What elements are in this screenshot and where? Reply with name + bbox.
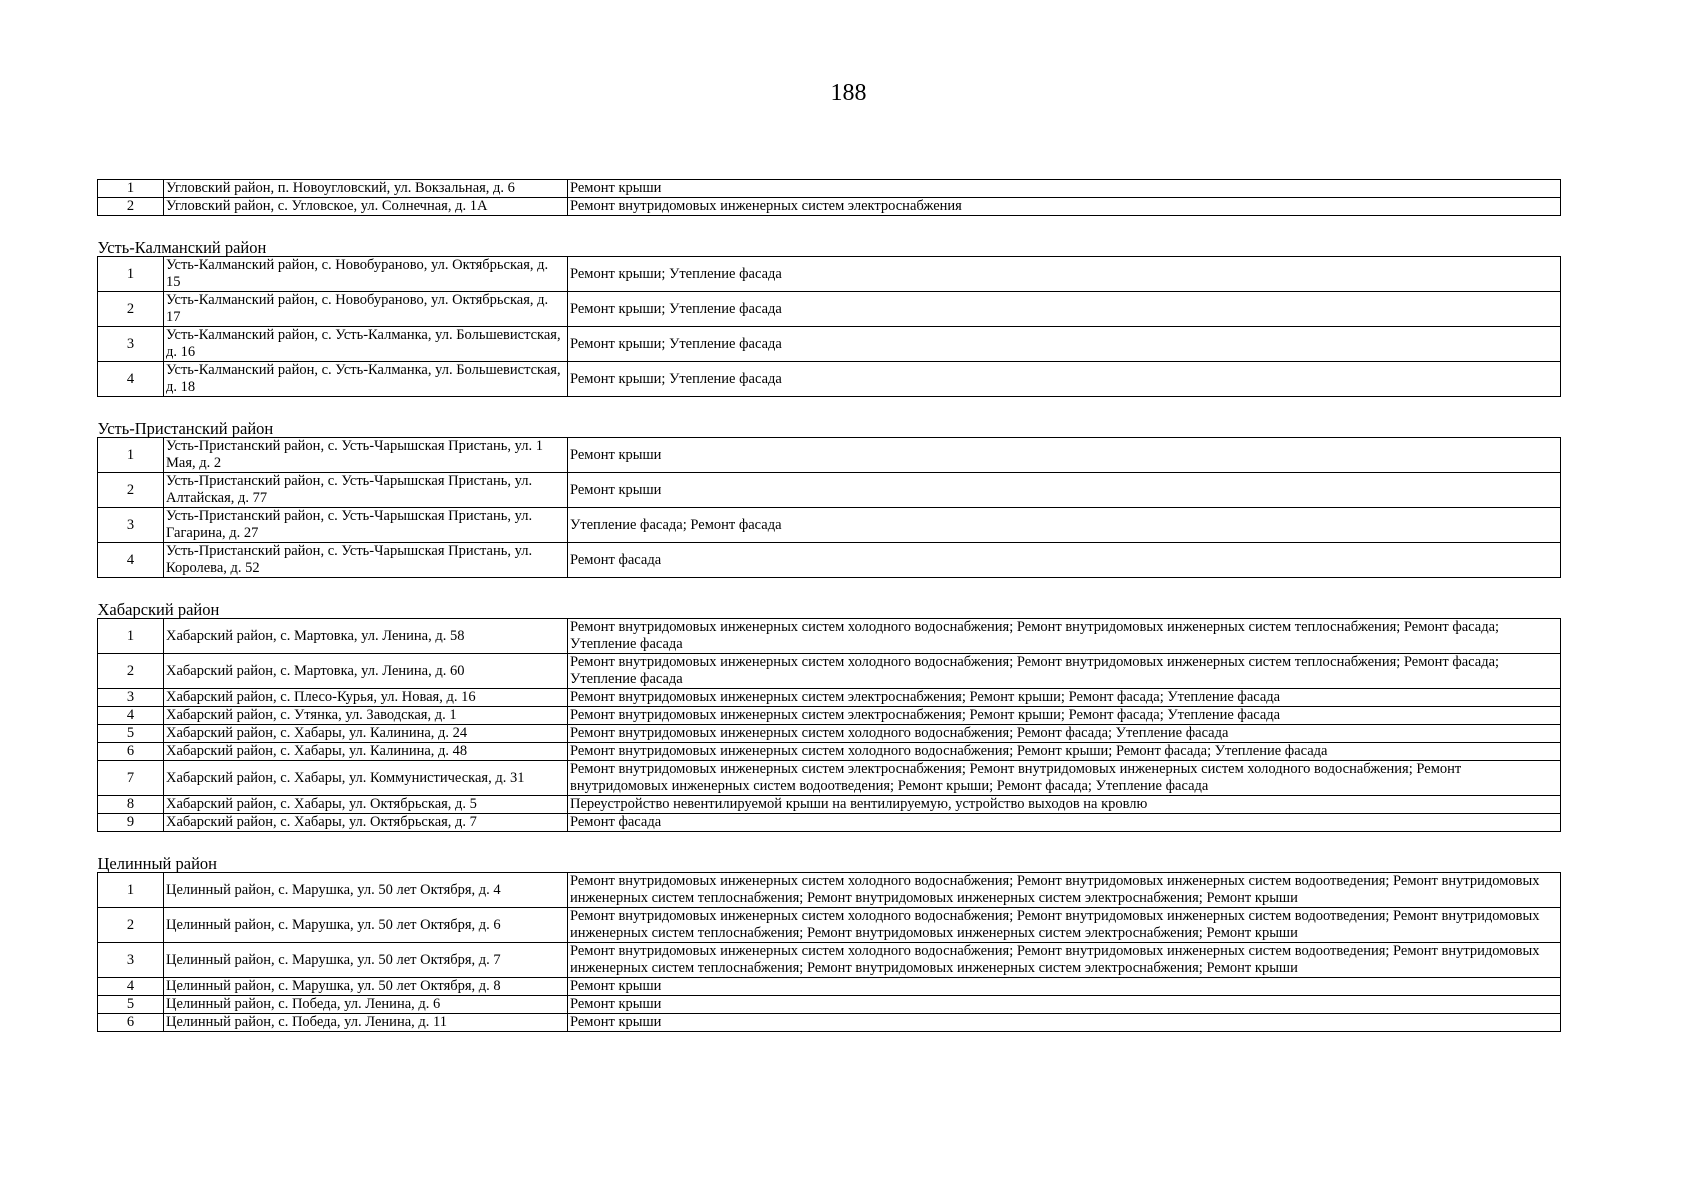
row-address: Хабарский район, с. Мартовка, ул. Ленина, д. 58 xyxy=(164,619,568,654)
table-row xyxy=(98,689,1561,707)
row-number: 2 xyxy=(98,198,164,216)
row-works: Переустройство невентилируемой крыши на вентилируемую, устройство выходов на кровлю xyxy=(568,796,1561,814)
district-header-cell xyxy=(98,397,1561,438)
row-works: Ремонт внутридомовых инженерных систем холодного водоснабжения; Ремонт внутридомовых инженерных систем теплоснабжения; Ремонт фасада; Утепление фасада xyxy=(568,654,1561,689)
row-works: Ремонт крыши xyxy=(568,1014,1561,1032)
row-address: Целинный район, с. Марушка, ул. 50 лет Октября, д. 6 xyxy=(164,908,568,943)
row-number: 4 xyxy=(98,543,164,578)
row-works: Ремонт внутридомовых инженерных систем электроснабжения; Ремонт крыши; Ремонт фасада; Утепление фасада xyxy=(568,689,1561,707)
row-works: Ремонт внутридомовых инженерных систем холодного водоснабжения; Ремонт внутридомовых инженерных систем водоотведения; Ремонт внутридомовых инженерных систем теплоснабжения; Ремонт внутридомовых инженерных систем электроснабжения; Ремонт крыши xyxy=(568,943,1561,978)
row-works: Ремонт крыши; Утепление фасада xyxy=(568,327,1561,362)
row-address: Усть-Пристанский район, с. Усть-Чарышская Пристань, ул. Гагарина, д. 27 xyxy=(164,508,568,543)
row-address: Целинный район, с. Марушка, ул. 50 лет Октября, д. 8 xyxy=(164,978,568,996)
row-works: Ремонт внутридомовых инженерных систем электроснабжения; Ремонт внутридомовых инженерных систем холодного водоснабжения; Ремонт внутридомовых инженерных систем водоотведения; Ремонт крыши; Ремонт фасада; Утепление фасада xyxy=(568,761,1561,796)
row-address: Целинный район, с. Победа, ул. Ленина, д. 11 xyxy=(164,1014,568,1032)
row-works: Ремонт внутридомовых инженерных систем холодного водоснабжения; Ремонт фасада; Утепление фасада xyxy=(568,725,1561,743)
row-address: Угловский район, п. Новоугловский, ул. Вокзальная, д. 6 xyxy=(164,180,568,198)
row-works: Ремонт внутридомовых инженерных систем электроснабжения xyxy=(568,198,1561,216)
row-address: Хабарский район, с. Хабары, ул. Калинина, д. 48 xyxy=(164,743,568,761)
table-row xyxy=(98,707,1561,725)
row-works: Ремонт крыши; Утепление фасада xyxy=(568,257,1561,292)
row-address: Хабарский район, с. Хабары, ул. Октябрьская, д. 7 xyxy=(164,814,568,832)
row-number: 7 xyxy=(98,761,164,796)
table-row xyxy=(98,473,1561,508)
row-number: 9 xyxy=(98,814,164,832)
row-works: Ремонт внутридомовых инженерных систем электроснабжения; Ремонт крыши; Ремонт фасада; Утепление фасада xyxy=(568,707,1561,725)
row-number: 2 xyxy=(98,654,164,689)
row-address: Хабарский район, с. Мартовка, ул. Ленина, д. 60 xyxy=(164,654,568,689)
district-header-row xyxy=(98,397,1561,438)
table-row xyxy=(98,814,1561,832)
row-address: Целинный район, с. Победа, ул. Ленина, д. 6 xyxy=(164,996,568,1014)
district-header-cell xyxy=(98,832,1561,873)
row-number: 6 xyxy=(98,1014,164,1032)
row-address: Хабарский район, с. Утянка, ул. Заводская, д. 1 xyxy=(164,707,568,725)
district-title: Целинный район xyxy=(97,854,217,873)
row-works: Ремонт крыши; Утепление фасада xyxy=(568,362,1561,397)
row-number: 1 xyxy=(98,180,164,198)
row-number: 2 xyxy=(98,473,164,508)
row-number: 3 xyxy=(98,327,164,362)
table-row xyxy=(98,873,1561,908)
table-row xyxy=(98,943,1561,978)
row-address: Хабарский район, с. Хабары, ул. Октябрьская, д. 5 xyxy=(164,796,568,814)
row-number: 4 xyxy=(98,362,164,397)
district-header-row xyxy=(98,216,1561,257)
table-row xyxy=(98,438,1561,473)
row-number: 4 xyxy=(98,707,164,725)
row-number: 3 xyxy=(98,508,164,543)
district-header-cell xyxy=(98,578,1561,619)
table-row xyxy=(98,743,1561,761)
table-row xyxy=(98,978,1561,996)
table-row xyxy=(98,908,1561,943)
row-works: Ремонт внутридомовых инженерных систем холодного водоснабжения; Ремонт внутридомовых инженерных систем теплоснабжения; Ремонт фасада; Утепление фасада xyxy=(568,619,1561,654)
row-address: Хабарский район, с. Плесо-Курья, ул. Новая, д. 16 xyxy=(164,689,568,707)
table-row xyxy=(98,796,1561,814)
table-row xyxy=(98,619,1561,654)
table-row xyxy=(98,292,1561,327)
row-number: 6 xyxy=(98,743,164,761)
district-title: Усть-Пристанский район xyxy=(97,419,274,438)
row-number: 1 xyxy=(98,873,164,908)
row-number: 5 xyxy=(98,996,164,1014)
row-address: Хабарский район, с. Хабары, ул. Калинина, д. 24 xyxy=(164,725,568,743)
row-address: Угловский район, с. Угловское, ул. Солнечная, д. 1А xyxy=(164,198,568,216)
row-address: Усть-Калманский район, с. Усть-Калманка, ул. Большевистская, д. 18 xyxy=(164,362,568,397)
row-works: Ремонт крыши xyxy=(568,978,1561,996)
row-works: Ремонт внутридомовых инженерных систем холодного водоснабжения; Ремонт внутридомовых инженерных систем водоотведения; Ремонт внутридомовых инженерных систем теплоснабжения; Ремонт внутридомовых инженерных систем электроснабжения; Ремонт крыши xyxy=(568,873,1561,908)
district-title: Хабарский район xyxy=(97,600,220,619)
table-row xyxy=(98,996,1561,1014)
row-works: Ремонт фасада xyxy=(568,814,1561,832)
table-body xyxy=(98,180,1561,1032)
row-works: Утепление фасада; Ремонт фасада xyxy=(568,508,1561,543)
table-row xyxy=(98,543,1561,578)
table-row xyxy=(98,654,1561,689)
table-row xyxy=(98,327,1561,362)
district-header-row xyxy=(98,832,1561,873)
row-number: 3 xyxy=(98,689,164,707)
row-works: Ремонт крыши xyxy=(568,438,1561,473)
table-row xyxy=(98,761,1561,796)
row-address: Усть-Калманский район, с. Усть-Калманка, ул. Большевистская, д. 16 xyxy=(164,327,568,362)
row-number: 4 xyxy=(98,978,164,996)
district-title: Усть-Калманский район xyxy=(97,238,267,257)
table-row xyxy=(98,725,1561,743)
table-row xyxy=(98,198,1561,216)
row-works: Ремонт внутридомовых инженерных систем холодного водоснабжения; Ремонт внутридомовых инженерных систем водоотведения; Ремонт внутридомовых инженерных систем теплоснабжения; Ремонт внутридомовых инженерных систем электроснабжения; Ремонт крыши xyxy=(568,908,1561,943)
row-number: 2 xyxy=(98,292,164,327)
row-address: Усть-Калманский район, с. Новобураново, ул. Октябрьская, д. 17 xyxy=(164,292,568,327)
row-number: 8 xyxy=(98,796,164,814)
table-row xyxy=(98,362,1561,397)
row-works: Ремонт крыши xyxy=(568,473,1561,508)
row-address: Хабарский район, с. Хабары, ул. Коммунистическая, д. 31 xyxy=(164,761,568,796)
row-number: 1 xyxy=(98,619,164,654)
row-works: Ремонт внутридомовых инженерных систем холодного водоснабжения; Ремонт крыши; Ремонт фасада; Утепление фасада xyxy=(568,743,1561,761)
district-header-cell xyxy=(98,216,1561,257)
row-number: 5 xyxy=(98,725,164,743)
row-address: Усть-Калманский район, с. Новобураново, ул. Октябрьская, д. 15 xyxy=(164,257,568,292)
table-row xyxy=(98,508,1561,543)
row-address: Целинный район, с. Марушка, ул. 50 лет Октября, д. 4 xyxy=(164,873,568,908)
row-works: Ремонт фасада xyxy=(568,543,1561,578)
row-number: 1 xyxy=(98,257,164,292)
row-number: 3 xyxy=(98,943,164,978)
row-address: Усть-Пристанский район, с. Усть-Чарышская Пристань, ул. Королева, д. 52 xyxy=(164,543,568,578)
row-works: Ремонт крыши xyxy=(568,996,1561,1014)
table-row xyxy=(98,257,1561,292)
row-number: 1 xyxy=(98,438,164,473)
repair-works-table xyxy=(97,179,1561,1032)
district-header-row xyxy=(98,578,1561,619)
row-address: Усть-Пристанский район, с. Усть-Чарышская Пристань, ул. Алтайская, д. 77 xyxy=(164,473,568,508)
row-works: Ремонт крыши xyxy=(568,180,1561,198)
page-number: 188 xyxy=(830,80,867,106)
row-address: Усть-Пристанский район, с. Усть-Чарышская Пристань, ул. 1 Мая, д. 2 xyxy=(164,438,568,473)
table-row xyxy=(98,1014,1561,1032)
row-works: Ремонт крыши; Утепление фасада xyxy=(568,292,1561,327)
row-address: Целинный район, с. Марушка, ул. 50 лет Октября, д. 7 xyxy=(164,943,568,978)
row-number: 2 xyxy=(98,908,164,943)
table-row xyxy=(98,180,1561,198)
